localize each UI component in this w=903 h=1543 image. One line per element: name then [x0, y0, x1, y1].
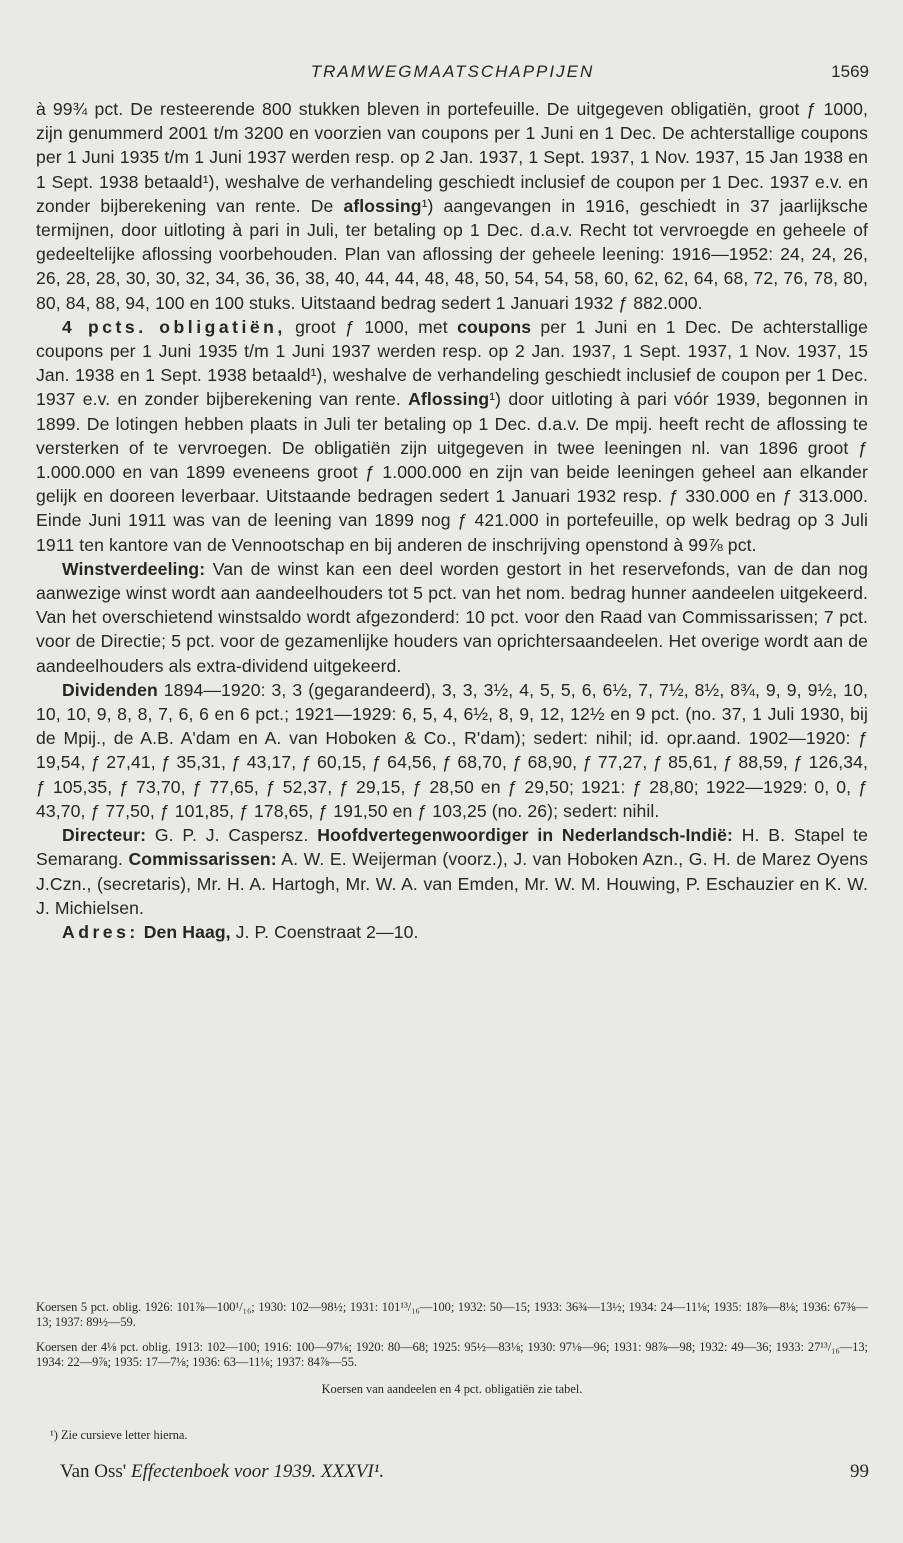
- adres-label: Adres:: [62, 921, 139, 942]
- p4-text: 1894—1920: 3, 3 (gegarandeerd), 3, 3, 3½, 4, 5, 5, 6, 6½, 7, 7½, 8½, 8¾, 9, 9, 9½, 10, 10, 10, 9, 8, 8, 7, 6, 6 en 6 pct.; 1921—1929: 6, 5, 4, 6½, 8, 9, 12, 12½ en 9 pct. (no. 37, 1 Juli 1930, bij de Mpij., de A.B. A'dam en A. van Hoboken & Co., R'dam); sedert: nihil; id. opr.aand. 1902—1920: ƒ 19,54, ƒ 27,41, ƒ 35,31, ƒ 43,17, ƒ 60,15, ƒ 64,56, ƒ 68,70, ƒ 68,90, ƒ 77,27, ƒ 85,61, ƒ 88,59, ƒ 126,34, ƒ 105,35, ƒ 73,70, ƒ 77,65, ƒ 52,37, ƒ 29,15, ƒ 28,50 en ƒ 29,50; 1921: ƒ 28,80; 1922—1929: 0, 0, ƒ 43,70, ƒ 77,50, ƒ 101,85, ƒ 178,65, ƒ 191,50 en ƒ 103,25 (no. 26); sedert: nihil.: [36, 679, 868, 821]
- p3-text: Van de winst kan een deel worden gestort in het reservefonds, van de dan nog aanwezige winst wordt aan aandeelhouders tot 5 pct. van het nom. bedrag hunner aandeelen uitgekeerd. Van het overschietend winstsaldo wordt afgezonderd: 10 pct. voor den Raad van Commissarissen; 7 pct. voor de Directie; 5 pct. voor de gezamenlijke houders van oprichtersaandeelen. Het overige wordt aan de aandeelhouders als extra-dividend uitgekeerd.: [36, 558, 868, 676]
- winstverdeeling-label: Winstverdeeling:: [62, 558, 206, 579]
- dividenden-label: Dividenden: [62, 679, 158, 700]
- paragraph-5pct: [36, 97, 868, 315]
- paragraph-4pct: [36, 315, 868, 557]
- p1-text: à 99¾ pct. De resteerende 800 stukken bleven in portefeuille. De uitgegeven obligatiën, groot ƒ 1000, zijn genummerd 2001 t/m 3200 en voorzien van coupons per 1 Juni en 1 Dec. De achterstallige coupons per 1 Juni 1935 t/m 1 Juni 1937 werden resp. op 2 Jan. 1937, 1 Sept. 1937, 1 Nov. 1937, 15 Jan 1938 en 1 Sept. 1938 betaald¹), weshalve de verhandeling geschiedt inclusief de coupon per 1 Dec. 1937 e.v. en zonder bijberekening van rente. De: [36, 99, 868, 216]
- directeur-label: Directeur:: [62, 825, 147, 846]
- commissarissen-label: Commissarissen:: [128, 849, 277, 870]
- coupons-label: coupons: [457, 316, 532, 337]
- koersen-block: [36, 1300, 868, 1397]
- p2-b: per 1 Juni en 1 Dec. De achterstallige coupons per 1 Juni 1935 t/m 1 Juni 1937 werden resp. op 2 Jan. 1937, 1 Sept. 1937, 1 Nov. 1937, 15 Jan. 1938 en 1 Sept. 1938 betaald¹), weshalve de verhandeling geschiedt inclusief de coupon per 1 Dec. 1937 e.v. en zonder bijberekening van rente.: [36, 316, 868, 410]
- p5-c: A. W. E. Weijerman (voorz.), J. van Hoboken Azn., G. H. de Marez Oyens J.Czn., (secretaris), Mr. H. A. Hartogh, Mr. W. A. van Emden, Mr. W. M. Houwing, P. Eschauzier en K. W. J. Michielsen.: [36, 849, 869, 918]
- 4pct-heading: 4 pcts. obligatiën,: [62, 316, 286, 337]
- p2-c: ¹) door uitloting à pari vóór 1939, begonnen in 1899. De lotingen hebben plaats in Juli ter betaling op 1 Dec. d.a.v. De mpij. heeft recht de aflossing te versterken of te vervroegen. De obligatiën zijn uitgegeven in twee leeningen nl. van 1896 groot ƒ 1.000.000 en van 1899 eveneens groot ƒ 1.000.000 en zijn van beide leeningen geheel aan elkander gelijk en dooreen leverbaar. Uitstaande bedragen sedert 1 Januari 1932 resp. ƒ 330.000 en ƒ 313.000. Einde Juni 1911 was van de leening van 1899 nog ƒ 421.000 in portefeuille, op welk bedrag op 3 Juli 1911 ten kantore van de Vennootschap en bij anderen de inschrijving openstond à 99⅞ pct.: [36, 389, 868, 555]
- p2-a: groot ƒ 1000, met: [285, 316, 458, 337]
- adres-text: J. P. Coenstraat 2—10.: [230, 921, 419, 942]
- page-header: [36, 62, 869, 88]
- paragraph-directie: [36, 823, 868, 920]
- p5-a: G. P. J. Caspersz.: [146, 825, 318, 846]
- aflossing2-label: Aflossing: [408, 389, 490, 410]
- paragraph-adres: [36, 920, 868, 944]
- koersen-4pct: Koersen der 4⅛ pct. oblig. 1913: 102—100; 1916: 100—97⅛; 1920: 80—68; 1925: 95½—83⅛; 1930: 97⅛—96; 1931: 98⅞—98; 1932: 49—36; 1933: 27¹³/₁₆—13; 1934: 22—9⅞; 1935: 17—7⅛; 1936: 63—11⅛; 1937: 84⅞—55.: [36, 1340, 868, 1369]
- publisher-title: Effectenboek voor 1939. XXXVI¹.: [130, 1461, 385, 1482]
- body-text: [36, 97, 868, 944]
- paragraph-winstverdeeling: [36, 557, 868, 678]
- aflossing-label: aflossing: [343, 195, 422, 216]
- page-footer: [60, 1461, 869, 1485]
- koersen-5pct: Koersen 5 pct. oblig. 1926: 101⅞—100¹/₁₆; 1930: 102—98½; 1931: 101¹³/₁₆—100; 1932: 50—15; 1933: 36¾—13½; 1934: 24—11⅛; 1935: 18⅞—8⅛; 1936: 67⅜—13; 1937: 89½—59.: [36, 1300, 868, 1329]
- p5-b: H. B. Stapel te Semarang.: [36, 825, 868, 870]
- hoofdvertegenwoordiger-label: Hoofdvertegenwoordiger in Nederlandsch-Indië:: [317, 825, 733, 846]
- footnote: ¹) Zie cursieve letter hierna.: [50, 1428, 188, 1442]
- adres-city: Den Haag,: [143, 921, 231, 942]
- paragraph-dividenden: [36, 678, 868, 823]
- p1-rest: ¹) aangevangen in 1916, geschiedt in 37 jaarlijksche termijnen, door uitloting à pari in Juli, ter betaling op 1 Dec. d.a.v. Recht tot vervroegde en geheele of gedeeltelijke aflossing voorbehouden. Plan van aflossing der geheele leening: 1916—1952: 24, 24, 26, 26, 28, 28, 30, 30, 32, 34, 36, 36, 38, 40, 44, 44, 48, 48, 50, 54, 54, 58, 60, 62, 62, 64, 68, 72, 76, 78, 80, 80, 84, 88, 94, 100 en 100 stuks. Uitstaand bedrag sedert 1 Januari 1932 ƒ 882.000.: [36, 195, 868, 313]
- footer-page-number: 99: [850, 1461, 869, 1482]
- koersen-aandeelen: Koersen van aandeelen en 4 pct. obligatiën zie tabel.: [321, 1382, 583, 1396]
- page-number: 1569: [831, 62, 869, 81]
- publisher-prefix: Van Oss': [60, 1461, 127, 1482]
- running-title: TRAMWEGMAATSCHAPPIJEN: [310, 62, 595, 81]
- publisher-line: [60, 1461, 384, 1483]
